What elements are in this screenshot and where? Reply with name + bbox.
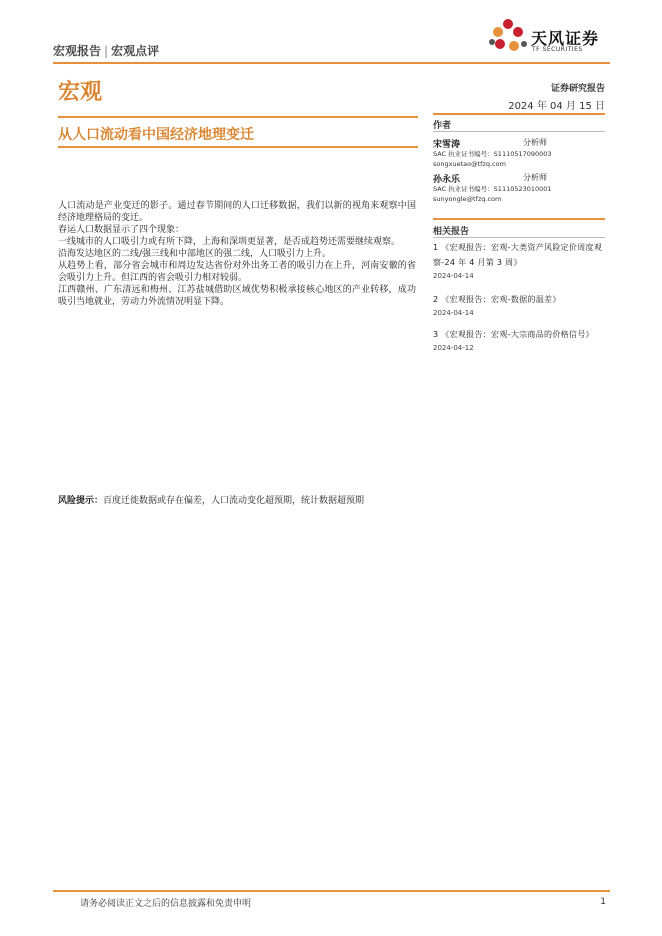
related-report-item[interactable]: [433, 240, 605, 282]
author-email[interactable]: songxuetao@tfzq.com: [433, 160, 506, 168]
title-bottom-rule: [58, 146, 418, 148]
related-report-title[interactable]: 1 《宏观报告：宏观-大类资产风险定价周度观察-24 年 4 月第 3 周》: [433, 243, 603, 267]
logo-text: 天风证券: [531, 29, 600, 48]
footer-rule: [53, 890, 610, 892]
author-block: [433, 172, 605, 204]
summary-body: [58, 200, 416, 308]
related-report-date: 2024-04-14: [433, 309, 474, 317]
body-paragraph: 江西赣州、广东清远和梅州、江苏盐城借助区域优势积极承接核心地区的产业转移，成功吸引当地就业，劳动力外流情况明显下降。: [58, 285, 416, 307]
body-paragraph: 从趋势上看，部分省会城市和周边发达省份对外出务工者的吸引力在上升，河南安徽的省会吸引力上升。但江西的省会吸引力相对较弱。: [58, 261, 416, 283]
author-cert: SAC 执业证书编号：S1110523010001: [433, 185, 552, 193]
breadcrumb-separator: |: [104, 44, 109, 58]
related-report-date: 2024-04-12: [433, 344, 474, 352]
author-email[interactable]: sunyongle@tfzq.com: [433, 195, 502, 203]
related-report-item[interactable]: [433, 327, 605, 354]
body-paragraph: 沿海发达地区的二线/强三线和中部地区的强二线，人口吸引力上升。: [58, 249, 332, 259]
report-subtype-label: 宏观点评: [111, 44, 160, 58]
related-report-title[interactable]: 2 《宏观报告：宏观-数据的温差》: [433, 295, 561, 304]
author-name: 孙永乐: [433, 175, 461, 185]
report-type-label: 宏观报告: [53, 44, 102, 58]
author-cert: SAC 执业证书编号：S1110517090003: [433, 150, 552, 158]
authors-heading: 作者: [433, 121, 452, 131]
related-report-date: 2024-04-14: [433, 272, 474, 280]
logo-subtitle: TF SECURITIES: [532, 46, 583, 53]
reports-top-rule: [433, 218, 605, 220]
report-breadcrumb: [53, 42, 159, 59]
page-number: 1: [600, 897, 606, 907]
footer-disclaimer: 请务必阅读正文之后的信息披露和免责申明: [80, 899, 252, 909]
body-paragraph: 一线城市的人口吸引力或有所下降，上海和深圳更显著，是否成趋势还需要继续观察。: [58, 237, 401, 247]
document-date: 2024 年 04 月 15 日: [508, 101, 605, 112]
authors-top-rule: [433, 113, 605, 115]
risk-label: 风险提示：: [58, 496, 104, 506]
body-paragraph: 春运人口数据显示了四个现象：: [58, 225, 185, 235]
document-category: 宏观: [58, 80, 103, 105]
logo-mark-icon: [489, 19, 527, 51]
title-top-rule: [58, 116, 418, 118]
risk-warning: [58, 495, 416, 507]
reports-heading-rule: [433, 237, 605, 238]
author-name: 宋雪涛: [433, 140, 461, 150]
related-reports-heading: 相关报告: [433, 227, 470, 237]
risk-text: 百度迁徙数据或存在偏差，人口流动变化超预期，统计数据超预期: [103, 496, 365, 506]
related-report-item[interactable]: [433, 292, 605, 319]
document-type: 证券研究报告: [550, 84, 605, 94]
body-paragraph: 人口流动是产业变迁的影子。通过春节期间的人口迁移数据，我们以新的视角来观察中国经济地理格局的变迁。: [58, 201, 416, 223]
author-block: [433, 137, 605, 169]
authors-heading-rule: [433, 131, 605, 132]
header-rule: [53, 62, 610, 64]
author-role: 分析师: [523, 138, 547, 147]
related-report-title[interactable]: 3 《宏观报告：宏观-大宗商品的价格信号》: [433, 330, 594, 339]
author-role: 分析师: [523, 173, 547, 182]
document-title: 从人口流动看中国经济地理变迁: [58, 127, 254, 143]
